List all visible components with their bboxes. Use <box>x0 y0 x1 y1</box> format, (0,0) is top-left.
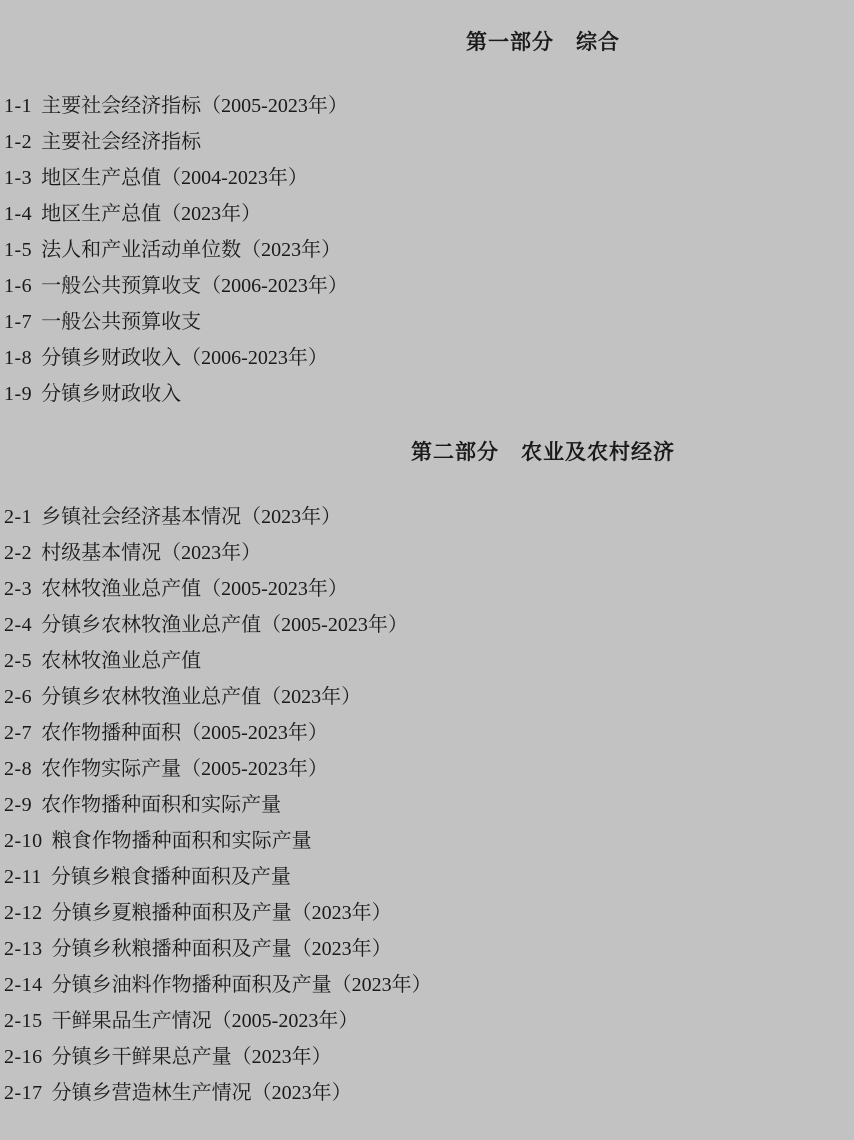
toc-item-title: 分镇乡油料作物播种面积及产量（2023年） <box>51 974 432 996</box>
toc-item <box>4 607 854 643</box>
toc-item <box>4 376 854 412</box>
toc-item-title: 农林牧渔业总产值（2005-2023年） <box>41 578 348 600</box>
toc-item-title: 主要社会经济指标 <box>41 131 202 153</box>
part-2-heading: 第二部分 农业及农村经济 <box>411 441 675 464</box>
toc-item-number: 2-9 <box>4 794 33 816</box>
toc-item <box>4 499 854 535</box>
toc-item <box>4 340 854 376</box>
toc-item-number: 1-1 <box>4 95 33 117</box>
toc-item <box>4 787 854 823</box>
toc-item-number: 1-4 <box>4 203 33 225</box>
toc-item <box>4 931 854 967</box>
toc-item-title: 分镇乡农林牧渔业总产值（2005-2023年） <box>41 614 408 636</box>
toc-item-title: 乡镇社会经济基本情况（2023年） <box>41 506 342 528</box>
part-2-item-list <box>0 499 854 1111</box>
toc-item <box>4 1003 854 1039</box>
toc-item-title: 主要社会经济指标（2005-2023年） <box>41 95 348 117</box>
toc-item <box>4 1039 854 1075</box>
toc-item <box>4 535 854 571</box>
toc-item-number: 2-2 <box>4 542 33 564</box>
toc-item-number: 2-3 <box>4 578 33 600</box>
toc-item-number: 2-14 <box>4 974 43 996</box>
toc-item-number: 2-7 <box>4 722 33 744</box>
toc-item-number: 1-8 <box>4 347 33 369</box>
toc-item <box>4 88 854 124</box>
toc-item <box>4 643 854 679</box>
toc-item-title: 分镇乡秋粮播种面积及产量（2023年） <box>51 938 392 960</box>
toc-item-number: 2-15 <box>4 1010 43 1032</box>
toc-item-title: 地区生产总值（2004-2023年） <box>41 167 308 189</box>
toc-item-title: 分镇乡财政收入 <box>41 383 182 405</box>
toc-item <box>4 304 854 340</box>
toc-item <box>4 967 854 1003</box>
toc-item-title: 分镇乡干鲜果总产量（2023年） <box>51 1046 332 1068</box>
toc-item-title: 法人和产业活动单位数（2023年） <box>41 239 342 261</box>
toc-item <box>4 895 854 931</box>
toc-item-title: 村级基本情况（2023年） <box>41 542 262 564</box>
toc-item-number: 2-16 <box>4 1046 43 1068</box>
toc-item <box>4 1075 854 1111</box>
toc-item-title: 分镇乡农林牧渔业总产值（2023年） <box>41 686 362 708</box>
toc-item-number: 2-6 <box>4 686 33 708</box>
toc-item-title: 农作物播种面积和实际产量 <box>41 794 282 816</box>
toc-item-number: 2-5 <box>4 650 33 672</box>
toc-item <box>4 823 854 859</box>
toc-item-title: 分镇乡粮食播种面积及产量 <box>50 866 291 888</box>
toc-item-title: 分镇乡营造林生产情况（2023年） <box>51 1082 352 1104</box>
toc-item-title: 一般公共预算收支 <box>41 311 202 333</box>
toc-item <box>4 268 854 304</box>
toc-item-title: 分镇乡财政收入（2006-2023年） <box>41 347 328 369</box>
toc-item-number: 2-12 <box>4 902 43 924</box>
toc-document-page <box>0 30 854 1140</box>
toc-item-number: 2-1 <box>4 506 33 528</box>
toc-item-number: 2-13 <box>4 938 43 960</box>
toc-item-title: 一般公共预算收支（2006-2023年） <box>41 275 348 297</box>
toc-item-number: 2-4 <box>4 614 33 636</box>
toc-item-number: 1-5 <box>4 239 33 261</box>
toc-item <box>4 232 854 268</box>
part-1-item-list <box>0 88 854 412</box>
toc-item <box>4 679 854 715</box>
toc-item-title: 分镇乡夏粮播种面积及产量（2023年） <box>51 902 392 924</box>
toc-item <box>4 571 854 607</box>
toc-item-number: 1-2 <box>4 131 33 153</box>
toc-item-title: 农林牧渔业总产值 <box>41 650 202 672</box>
toc-item-number: 2-10 <box>4 830 43 852</box>
toc-item-number: 2-17 <box>4 1082 43 1104</box>
toc-item-number: 1-7 <box>4 311 33 333</box>
toc-item-number: 2-11 <box>4 866 42 888</box>
toc-item <box>4 196 854 232</box>
toc-item-number: 1-6 <box>4 275 33 297</box>
toc-item-title: 干鲜果品生产情况（2005-2023年） <box>51 1010 359 1032</box>
toc-item-title: 农作物实际产量（2005-2023年） <box>41 758 328 780</box>
toc-item-number: 2-8 <box>4 758 33 780</box>
toc-item <box>4 859 854 895</box>
toc-item-number: 1-3 <box>4 167 33 189</box>
toc-item <box>4 124 854 160</box>
toc-item <box>4 715 854 751</box>
toc-item <box>4 160 854 196</box>
part-1-heading: 第一部分 综合 <box>466 31 620 54</box>
toc-item-title: 粮食作物播种面积和实际产量 <box>51 830 312 852</box>
toc-item-title: 地区生产总值（2023年） <box>41 203 262 225</box>
toc-item <box>4 751 854 787</box>
toc-item-title: 农作物播种面积（2005-2023年） <box>41 722 328 744</box>
toc-item-number: 1-9 <box>4 383 33 405</box>
